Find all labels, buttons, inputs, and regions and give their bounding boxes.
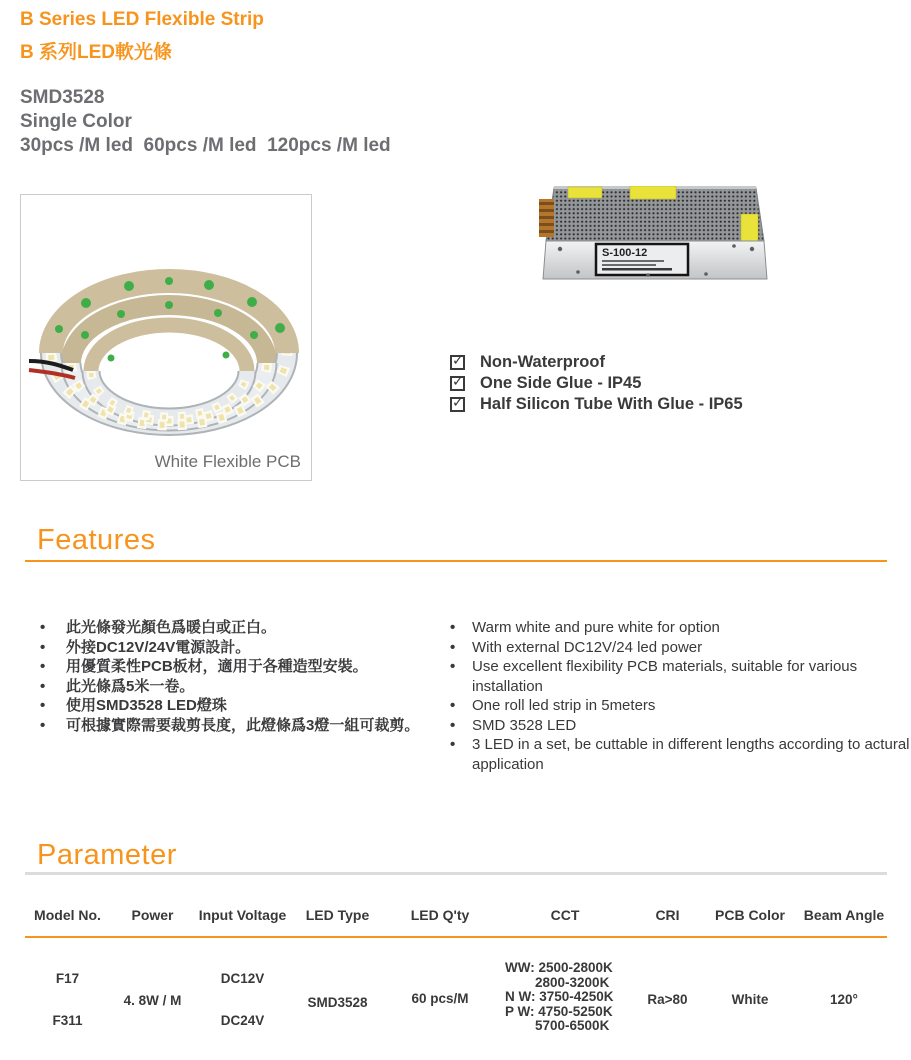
strip-photo-caption: White Flexible PCB [154,452,301,471]
bullet-icon: • [40,677,46,695]
bullet-icon: • [450,638,456,656]
column-header-led-type: LED Type [305,907,370,923]
psu-spec-label [596,244,688,275]
checked-checkbox-icon: ✓ [452,372,464,389]
cell-power: 4. 8W / M [123,993,182,1008]
column-header-model: Model No. [34,907,101,923]
cell-model-no-1: F17 [55,971,80,986]
checklist-label: Half Silicon Tube With Glue - IP65 [480,394,743,413]
bullet-icon: • [40,716,46,734]
feature-item: • SMD 3528 LED [450,716,577,734]
bullet-icon: • [450,716,456,734]
column-header-cct: CCT [550,907,580,923]
cct-line: P W: 4750-5250K [505,1003,613,1019]
features-heading: Features [37,524,156,556]
bullet-icon: • [40,638,46,656]
feature-item: • With external DC12V/24 led power [450,638,703,656]
psu-model-text: S-100-12 [602,247,648,259]
checked-checkbox-icon: ✓ [452,393,464,410]
checklist-row [450,373,743,393]
features-list-chinese [40,618,445,735]
column-header-input-voltage: Input Voltage [198,907,287,923]
coil-adhesive-inner [91,325,247,371]
features-divider [25,560,887,562]
bullet-icon: • [450,697,456,714]
checklist-label: Non-Waterproof [480,352,605,371]
bullet-icon: • [40,658,46,675]
bullet-icon: • [450,736,456,753]
strip-photo-box [20,194,312,481]
parameter-divider [25,872,887,875]
density-options-text: 30pcs /M led 60pcs /M led 120pcs /M led [20,135,391,156]
cct-line: 5700-6500K [505,1018,610,1033]
color-type-text: Single Color [20,111,132,132]
column-header-pcb-color: PCB Color [715,907,785,923]
cct-line: N W: 3750-4250K [505,989,614,1004]
cell-beam-angle: 120° [830,992,858,1007]
cct-line: WW: 2500-2800K [505,960,613,975]
bullet-icon: • [450,658,456,675]
checklist-row [450,352,743,372]
cell-cri: Ra>80 [647,992,688,1007]
column-header-cri: CRI [655,907,680,923]
psu-yellow-sticker-top [630,186,676,199]
feature-item: • 用優質柔性PCB板材，適用于各種造型安裝。 [40,658,368,675]
cct-line: 2800-3200K [505,974,610,990]
features-list-english [450,618,911,774]
checklist-row [450,394,743,414]
cell-model-no-2: F311 [52,1013,83,1028]
bullet-icon: • [450,619,456,636]
psu-yellow-sticker-right [741,214,758,244]
bullet-icon: • [40,697,46,714]
column-header-power: Power [131,907,174,923]
led-model-text: SMD3528 [20,87,105,108]
feature-item: • 可根據實際需要裁剪長度，此燈條爲3燈一組可裁剪。 [40,716,420,734]
checked-checkbox-icon: ✓ [452,351,464,368]
feature-item: • 此光條爲5米一卷。 [40,677,195,695]
cell-cct [495,961,635,1034]
checklist-label: One Side Glue - IP45 [480,373,642,392]
psu-yellow-sticker-left [568,187,602,198]
cell-input-voltage-2: DC24V [220,1013,265,1028]
page-title-chinese: B 系列LED軟光條 [20,42,173,63]
feature-item: • Use excellent flexibility PCB materials, suitable for various installation [450,658,858,695]
parameter-heading: Parameter [37,839,177,871]
cell-input-voltage-1: DC12V [220,971,265,986]
feature-item: • 使用SMD3528 LED燈珠 [40,697,227,714]
cell-led-qty: 60 pcs/M [411,991,469,1006]
page-title-english: B Series LED Flexible Strip [20,9,264,30]
table-header-rule [25,936,887,938]
feature-item: • Warm white and pure white for option [450,619,720,636]
bullet-icon: • [40,619,46,636]
column-header-beam-angle: Beam Angle [803,907,885,923]
feature-item: • 外接DC12V/24V電源設計。 [40,638,251,656]
feature-checklist [450,352,743,415]
psu-terminal-block [539,199,554,237]
cell-led-type: SMD3528 [307,995,368,1010]
power-supply-image [538,186,771,281]
cell-pcb-color: White [731,992,769,1007]
feature-item: • 3 LED in a set, be cuttable in different lengths according to actural application [450,736,910,773]
feature-item: • 此光條發光顏色爲暖白或正白。 [40,619,277,636]
column-header-led-qty: LED Q'ty [410,907,470,923]
led-strip-coil-image [21,195,309,478]
feature-item: • One roll led strip in 5meters [450,697,656,714]
